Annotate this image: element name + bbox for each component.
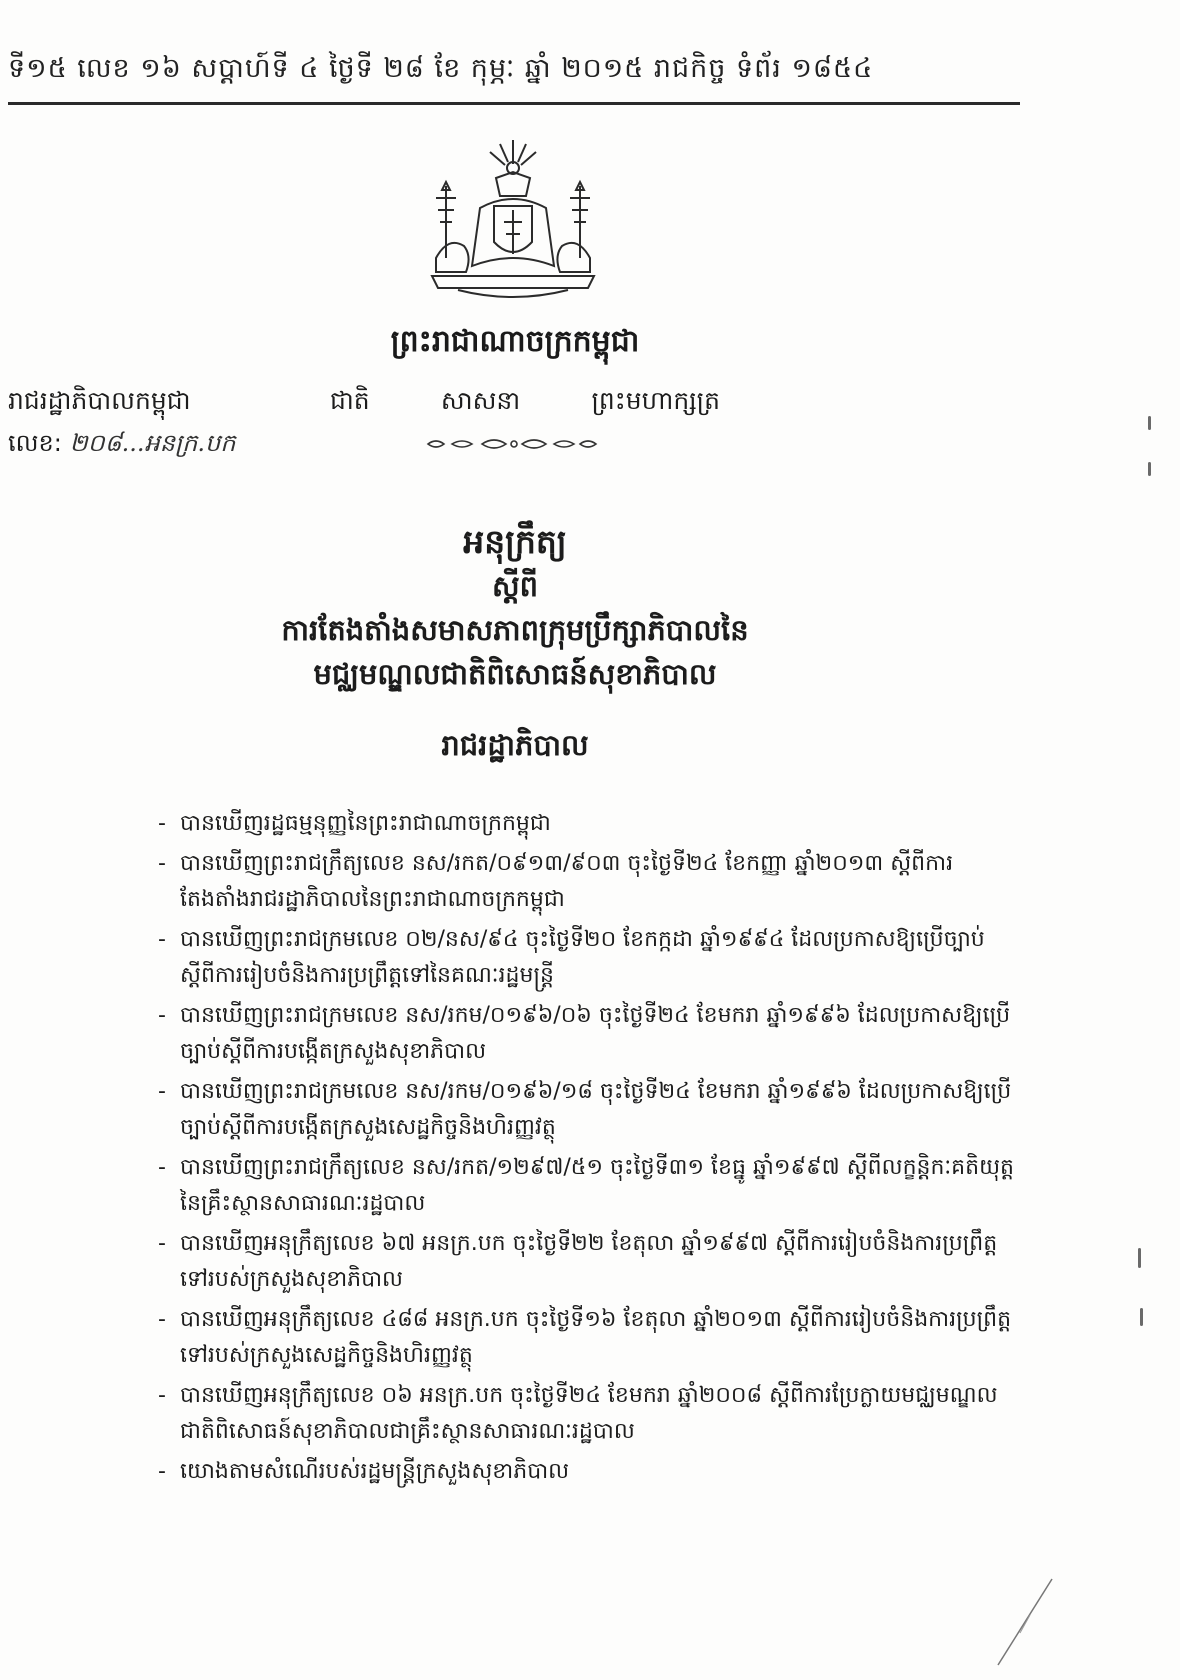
bullet-dash: - bbox=[158, 1079, 166, 1104]
reference-number bbox=[8, 428, 235, 463]
preamble-item: - បានឃើញអនុក្រឹត្យលេខ ០៦ អនក្រ.បក ចុះថ្ងៃទី២៤ ខែមករា ឆ្នាំ២០០៨ ស្តីពីការប្រែក្លាយមជ្ឈមណ្ឌលជាតិពិសោធន៍សុខាភិបាលជាគ្រឹះស្ថានសាធារណៈរដ្ឋបាល bbox=[158, 1378, 1018, 1450]
ornament-divider-icon bbox=[422, 436, 602, 452]
decree-title bbox=[200, 520, 830, 696]
preamble-item: - បានឃើញព្រះរាជក្រមលេខ ០២/នស/៩៤ ចុះថ្ងៃទី២០ ខែកក្កដា ឆ្នាំ១៩៩៤ ដែលប្រកាសឱ្យប្រើច្បាប់ស្តីពីការរៀបចំនិងការប្រព្រឹត្តទៅនៃគណៈរដ្ឋមន្ត្រី bbox=[158, 922, 1018, 994]
title-subject-line1: ការតែងតាំងសមាសភាពក្រុមប្រឹក្សាភិបាលនៃ bbox=[281, 613, 749, 647]
scan-artifact-stroke bbox=[990, 1575, 1060, 1670]
preamble-list bbox=[158, 806, 1018, 1494]
issuing-authority: រាជរដ្ឋាភិបាល bbox=[441, 728, 589, 762]
bullet-dash: - bbox=[158, 851, 166, 876]
title-type: អនុក្រឹត្យ bbox=[463, 522, 567, 561]
bullet-dash: - bbox=[158, 1459, 166, 1484]
bullet-dash: - bbox=[158, 1003, 166, 1028]
bullet-dash: - bbox=[158, 1231, 166, 1256]
national-motto bbox=[330, 386, 720, 422]
preamble-item: - បានឃើញព្រះរាជក្រឹត្យលេខ នស/រកត/១២៩៧/៥១ ចុះថ្ងៃទី៣១ ខែធ្នូ ឆ្នាំ១៩៩៧ ស្តីពីលក្ខន្តិកៈគតិយុត្តនៃគ្រឹះស្ថានសាធារណៈរដ្ឋបាល bbox=[158, 1150, 1018, 1222]
royal-coat-of-arms-icon bbox=[418, 138, 608, 308]
scan-margin-mark bbox=[1148, 462, 1151, 476]
preamble-item: - បានឃើញអនុក្រឹត្យលេខ ៦៧ អនក្រ.បក ចុះថ្ងៃទី២២ ខែតុលា ឆ្នាំ១៩៩៧ ស្តីពីការរៀបចំនិងការប្រព្រឹត្តទៅរបស់ក្រសួងសុខាភិបាល bbox=[158, 1226, 1018, 1298]
title-subject-line2: មជ្ឈមណ្ឌលជាតិពិសោធន៍សុខាភិបាល bbox=[313, 657, 717, 691]
header-rule bbox=[8, 102, 1020, 105]
bullet-dash: - bbox=[158, 927, 166, 952]
title-subject-label: ស្តីពី bbox=[491, 569, 539, 603]
scan-margin-mark bbox=[1138, 1248, 1141, 1268]
motto-king: ព្រះមហាក្សត្រ bbox=[591, 386, 720, 415]
motto-nation: ជាតិ bbox=[330, 386, 370, 415]
bullet-dash: - bbox=[158, 811, 166, 836]
scan-margin-mark bbox=[1148, 416, 1151, 430]
preamble-item: - បានឃើញរដ្ឋធម្មនុញ្ញនៃព្រះរាជាណាចក្រកម្ពុជា bbox=[158, 806, 1018, 842]
preamble-item: - បានឃើញព្រះរាជក្រឹត្យលេខ នស/រកត/០៩១៣/៩០៣ ចុះថ្ងៃទី២៤ ខែកញ្ញា ឆ្នាំ២០១៣ ស្តីពីការតែងតាំងរាជរដ្ឋាភិបាលនៃព្រះរាជាណាចក្រកម្ពុជា bbox=[158, 846, 1018, 918]
reference-handwritten: ២០៨...អនក្រ.បក bbox=[69, 429, 236, 457]
kingdom-name: ព្រះរាជាណាចក្រកម្ពុជា bbox=[390, 324, 640, 359]
preamble-item: - បានឃើញព្រះរាជក្រមលេខ នស/រកម/០១៩៦/០៦ ចុះថ្ងៃទី២៤ ខែមករា ឆ្នាំ១៩៩៦ ដែលប្រកាសឱ្យប្រើច្បាប់ស្តីពីការបង្កើតក្រសួងសុខាភិបាល bbox=[158, 998, 1018, 1070]
preamble-item: - បានឃើញអនុក្រឹត្យលេខ ៤៨៨ អនក្រ.បក ចុះថ្ងៃទី១៦ ខែតុលា ឆ្នាំ២០១៣ ស្តីពីការរៀបចំនិងការប្រព្រឹត្តទៅរបស់ក្រសួងសេដ្ឋកិច្ចនិងហិរញ្ញវត្ថុ bbox=[158, 1302, 1018, 1374]
scan-margin-mark bbox=[1140, 1308, 1143, 1326]
bullet-dash: - bbox=[158, 1307, 166, 1332]
bullet-dash: - bbox=[158, 1155, 166, 1180]
motto-religion: សាសនា bbox=[440, 386, 521, 415]
reference-prefix: លេខ: bbox=[8, 429, 62, 457]
government-name: រាជរដ្ឋាភិបាលកម្ពុជា bbox=[8, 386, 191, 415]
preamble-item: - យោងតាមសំណើរបស់រដ្ឋមន្ត្រីក្រសួងសុខាភិបាល bbox=[158, 1454, 1018, 1490]
gazette-header: ទី១៥ លេខ ១៦ សប្តាហ៍ទី ៤ ថ្ងៃទី ២៨ ខែ កុម្ភៈ ឆ្នាំ ២០១៥ រាជកិច្ច ទំព័រ ១៨៥៤ bbox=[8, 53, 874, 84]
bullet-dash: - bbox=[158, 1383, 166, 1408]
preamble-item: - បានឃើញព្រះរាជក្រមលេខ នស/រកម/០១៩៦/១៨ ចុះថ្ងៃទី២៤ ខែមករា ឆ្នាំ១៩៩៦ ដែលប្រកាសឱ្យប្រើច្បាប់ស្តីពីការបង្កើតក្រសួងសេដ្ឋកិច្ចនិងហិរញ្ញវត្ថុ bbox=[158, 1074, 1018, 1146]
